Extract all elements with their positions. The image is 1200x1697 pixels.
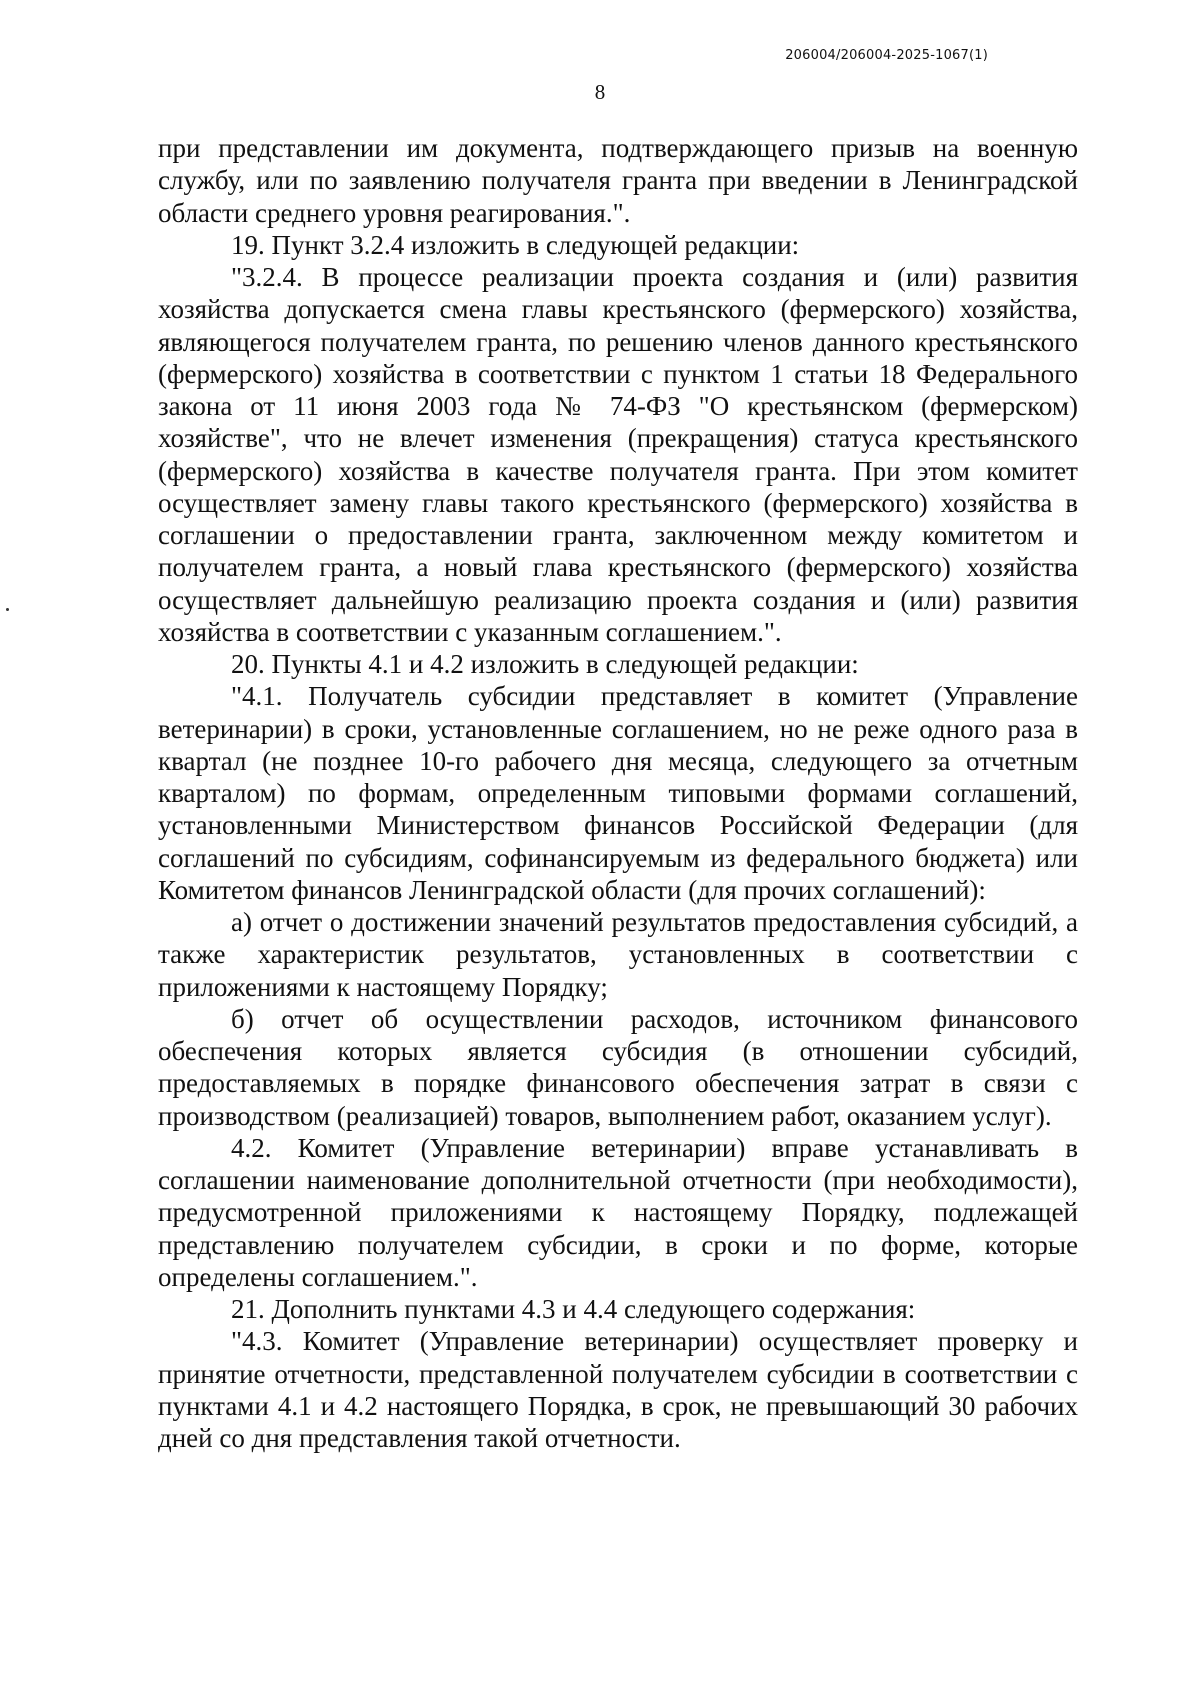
paragraph-4-1-a: а) отчет о достижении значений результатов предоставления субсидий, а также характеристик результатов, установленных в соответствии с приложениями к настоящему Порядку; <box>158 907 1078 1002</box>
paragraph-item-20: 20. Пункты 4.1 и 4.2 изложить в следующей редакции: <box>231 649 859 679</box>
document-id: 206004/206004-2025-1067(1) <box>785 48 988 63</box>
paragraph-4-1: "4.1. Получатель субсидии представляет в комитет (Управление ветеринарии) в сроки, установленные соглашением, но не реже одного раза в квартал (не позднее 10-го рабочего дня месяца, следующего за отчетным кварталом) по формам, определенным типовыми формами соглашений, установленными Министерством финансов Российской Федерации (для соглашений по субсидиям, софинансируемым из федерального бюджета) или Комитетом финансов Ленинградской области (для прочих соглашений): <box>158 681 1078 905</box>
paragraph-4-1-b: б) отчет об осуществлении расходов, источником финансового обеспечения которых является субсидия (в отношении субсидий, предоставляемых в порядке финансового обеспечения затрат в связи с производством (реализацией) товаров, выполнением работ, оказанием услуг). <box>158 1003 1078 1131</box>
paragraph-item-21: 21. Дополнить пунктами 4.3 и 4.4 следующего содержания: <box>231 1294 916 1324</box>
paragraph-4-2: 4.2. Комитет (Управление ветеринарии) вправе устанавливать в соглашении наименование дополнительной отчетности (при необходимости), предусмотренной приложениями к настоящему Порядку, подлежащей представлению получателем субсидии, в сроки и по форме, которые определены соглашением.". <box>158 1132 1078 1292</box>
paragraph-continuation: при представлении им документа, подтверждающего призыв на военную службу, или по заявлению получателя гранта при введении в Ленинградской области среднего уровня реагирования.". <box>158 133 1078 228</box>
paragraph-3-2-4: "3.2.4. В процессе реализации проекта создания и (или) развития хозяйства допускается смена главы крестьянского (фермерского) хозяйства, являющегося получателем гранта, по решению членов данного крестьянского (фермерского) хозяйства в соответствии с пунктом 1 статьи 18 Федерального закона от 11 июня 2003 года № 74-ФЗ "О крестьянском (фермерском) хозяйстве", что не влечет изменения (прекращения) статуса крестьянского (фермерского) хозяйства в качестве получателя гранта. При этом комитет осуществляет замену главы такого крестьянского (фермерского) хозяйства в соглашении о предоставлении гранта, заключенном между комитетом и получателем гранта, а новый глава крестьянского (фермерского) хозяйства осуществляет дальнейшую реализацию проекта создания и (или) развития хозяйства в соответствии с указанным соглашением.". <box>158 262 1078 647</box>
page-number: 8 <box>594 80 606 104</box>
scan-speck <box>6 608 9 611</box>
document-body <box>158 132 1078 1454</box>
paragraph-item-19: 19. Пункт 3.2.4 изложить в следующей редакции: <box>231 229 800 260</box>
paragraph-4-3: "4.3. Комитет (Управление ветеринарии) осуществляет проверку и принятие отчетности, представленной получателем субсидии в соответствии с пунктами 4.1 и 4.2 настоящего Порядка, в срок, не превышающий 30 рабочих дней со дня представления такой отчетности. <box>158 1326 1078 1453</box>
